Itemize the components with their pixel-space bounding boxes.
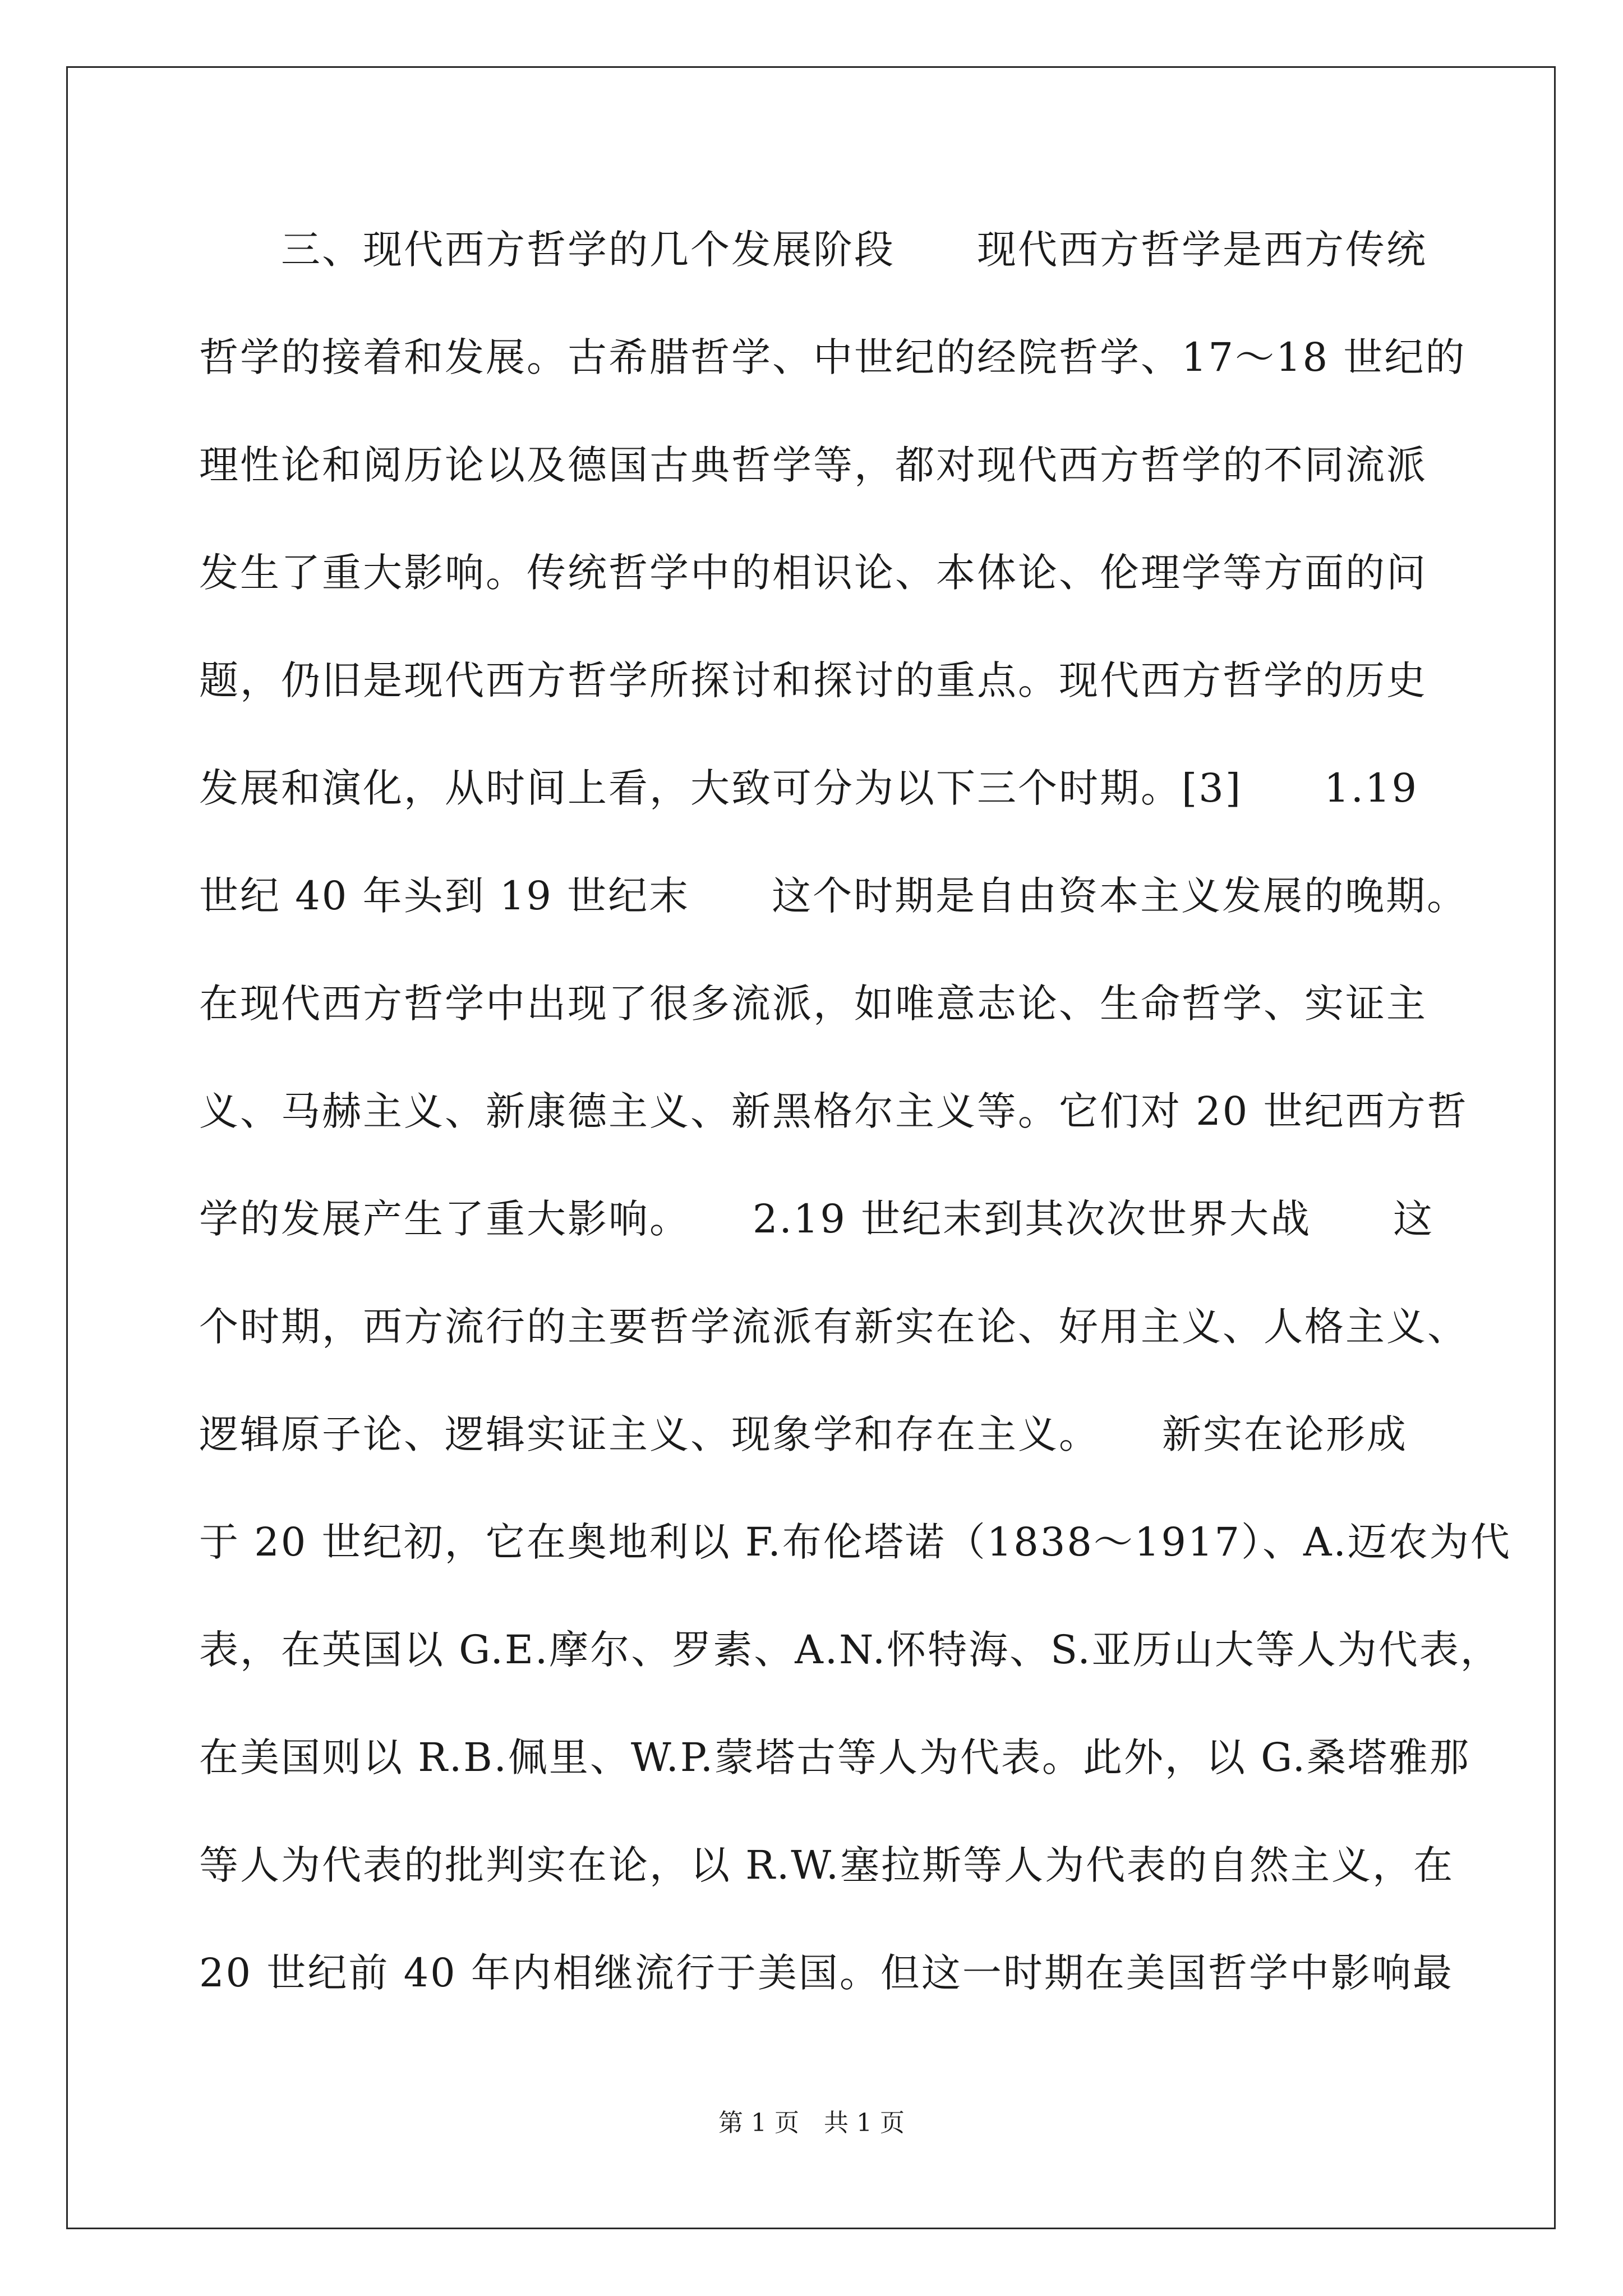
text-line: 题，仍旧是现代西方哲学所探讨和探讨的重点。现代西方哲学的历史 (199, 657, 1427, 703)
text-line: 世纪 40 年头到 19 世纪末 这个时期是自由资本主义发展的晚期。 (199, 873, 1468, 919)
text-line: 于 20 世纪初，它在奥地利以 F.布伦塔诺（1838～1917）、A.迈农为代 (199, 1519, 1511, 1565)
text-line: 20 世纪前 40 年内相继流行于美国。但这一时期在美国哲学中影响最 (199, 1950, 1454, 1996)
page-number-footer: 第 1 页 共 1 页 (718, 2109, 905, 2137)
document-body (199, 219, 1511, 2050)
text-line: 理性论和阅历论以及德国古典哲学等，都对现代西方哲学的不同流派 (199, 442, 1427, 488)
text-line: 在现代西方哲学中出现了很多流派，如唯意志论、生命哲学、实证主 (199, 981, 1427, 1027)
text-line: 发生了重大影响。传统哲学中的相识论、本体论、伦理学等方面的问 (199, 550, 1427, 596)
text-line: 等人为代表的批判实在论，以 R.W.塞拉斯等人为代表的自然主义，在 (199, 1842, 1455, 1888)
text-line: 逻辑原子论、逻辑实证主义、现象学和存在主义。 新实在论形成 (199, 1411, 1408, 1457)
text-line: 表，在英国以 G.E.摩尔、罗素、A.N.怀特海、S.亚历山大等人为代表， (199, 1627, 1501, 1673)
text-line: 哲学的接着和发展。古希腊哲学、中世纪的经院哲学、17～18 世纪的 (199, 334, 1467, 380)
text-line: 义、马赫主义、新康德主义、新黑格尔主义等。它们对 20 世纪西方哲 (199, 1088, 1468, 1134)
text-line: 在美国则以 R.B.佩里、W.P.蒙塔古等人为代表。此外，以 G.桑塔雅那 (199, 1734, 1470, 1780)
text-line: 发展和演化，从时间上看，大致可分为以下三个时期。[3] 1.19 (199, 765, 1419, 811)
text-line: 三、现代西方哲学的几个发展阶段 现代西方哲学是西方传统 (199, 227, 1427, 273)
text-line: 个时期，西方流行的主要哲学流派有新实在论、好用主义、人格主义、 (199, 1304, 1468, 1350)
text-line: 学的发展产生了重大影响。 2.19 世纪末到其次次世界大战 这 (199, 1196, 1435, 1242)
